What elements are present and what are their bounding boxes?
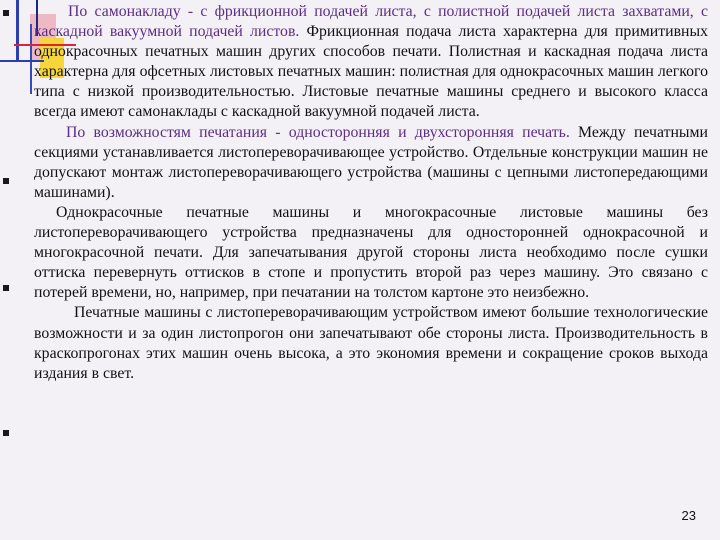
paragraph-lead: По самонакладу - с фрикционной подачей листа, с полистной подачей листа захватами, с каскадной вакуумной подачей листов. xyxy=(34,3,708,41)
bullet-icon xyxy=(3,285,9,291)
paragraph-text: Между печатными секциями устанавливается листопереворачивающее устройство. Отдельные конструкции машин не допускают монтаж листопереворачивающего устройства (машины с цепными листопередающими машинами). xyxy=(34,123,708,201)
paragraph-single-color-machines xyxy=(34,203,708,303)
paragraph-perfecting-machines xyxy=(34,303,708,383)
bullet-icon xyxy=(3,10,9,16)
corner-decoration-line xyxy=(30,24,32,94)
paragraph-printing-capability xyxy=(34,123,708,203)
paragraph-text: Однокрасочные печатные машины и многокрасочные листовые машины без листопереворачивающего устройства предназначены для односторонней однокрасочной и многокрасочной печати. Для запечатывания другой стороны листа необходимо после сушки оттиска перевернуть оттисков в стопе и пропустить второй раз через машину. Это связано с потерей времени, но, например, при печатании на толстом картоне это неизбежно. xyxy=(34,203,708,302)
corner-decoration-line xyxy=(16,0,19,62)
paragraph-lead: По возможностям печатания - односторонняя и двухсторонняя печать. xyxy=(66,123,570,141)
paragraph-text: Фрикционная подача листа характерна для примитивных однокрасочных печатных машин других способов печати. Полистная и каскадная подача листа характерна для офсетных листовых печатных машин: полистная для однокрасочных машин легкого типа с низкой производительностью. Листовые печатные машины среднего и высокого класса всегда имеют самонаклады с каскадной вакуумной подачей листа. xyxy=(34,23,709,121)
page-number: 23 xyxy=(681,508,696,523)
bullet-icon xyxy=(3,430,9,436)
bullet-icon xyxy=(3,178,9,184)
slide-body xyxy=(34,2,708,384)
paragraph-sheet-feeder xyxy=(34,2,708,123)
paragraph-text: Печатные машины с листопереворачивающим устройством имеют большие технологические возможности и за один листопрогон они запечатывают обе стороны листа. Производительность в краскопрогонах этих машин очень высока, а это экономия времени и сокращение сроков выхода издания в свет. xyxy=(34,304,708,382)
